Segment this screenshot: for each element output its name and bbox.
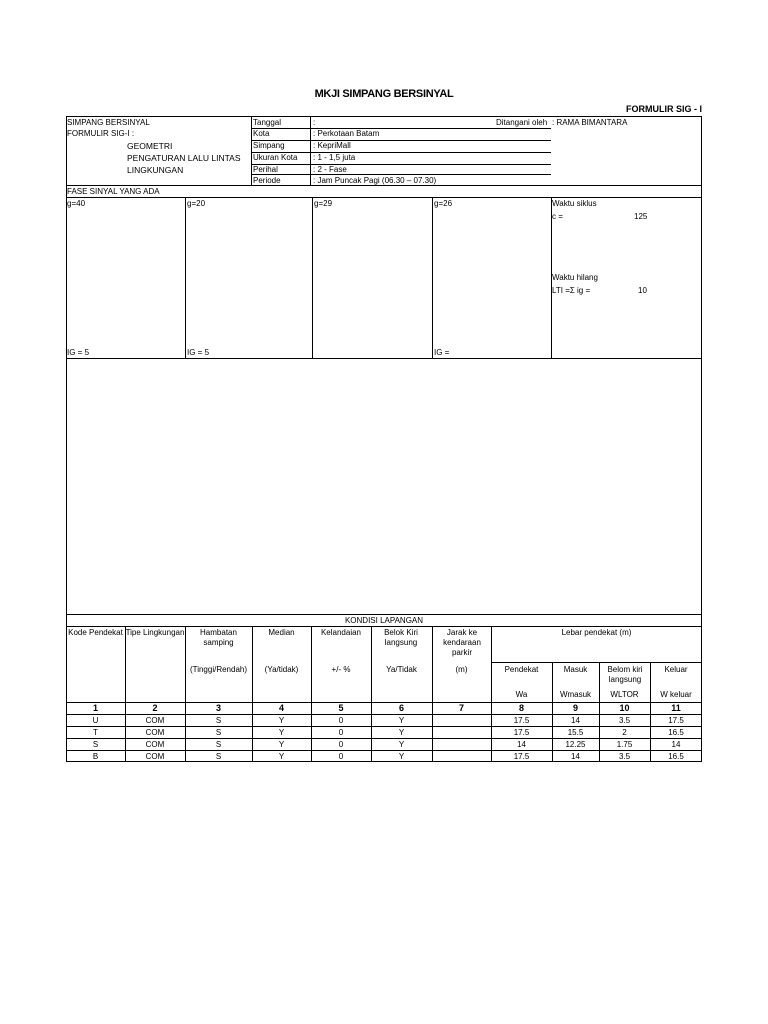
col-header-hambatan: Hambatan samping bbox=[200, 628, 237, 647]
col-header-masuk: Masuk bbox=[563, 665, 588, 674]
col-unit-kelandaian: +/- % bbox=[331, 665, 351, 674]
col-header-kelandaian: Kelandaian bbox=[320, 628, 362, 637]
table-cell: S bbox=[215, 752, 222, 761]
table-cell: 14 bbox=[671, 740, 681, 749]
field-label-kota: Kota bbox=[253, 129, 270, 138]
lost-time-label: Waktu hilang bbox=[552, 273, 598, 282]
col-number: 2 bbox=[152, 703, 158, 713]
field-label-tanggal: Tanggal bbox=[253, 118, 282, 127]
info-sub-lingkungan: LINGKUNGAN bbox=[127, 165, 184, 175]
field-label-ukuran: Ukuran Kota bbox=[253, 153, 298, 162]
col-number: 1 bbox=[92, 703, 98, 713]
table-cell: 16.5 bbox=[668, 728, 684, 737]
field-value-perihal: : 2 - Fase bbox=[313, 165, 347, 174]
table-cell: U bbox=[92, 716, 99, 725]
table-cell: 15.5 bbox=[567, 728, 584, 737]
col-header-tipe: Tipe Lingkungan bbox=[125, 628, 185, 637]
col-header-lebar: Lebar pendekat (m) bbox=[561, 628, 632, 637]
col-header-belok: Belok Kiri langsung bbox=[384, 628, 418, 647]
table-cell: COM bbox=[145, 740, 165, 749]
col-number: 7 bbox=[458, 703, 464, 713]
col-number: 6 bbox=[398, 703, 404, 713]
col-sym-belok-kiri: WLTOR bbox=[610, 690, 639, 699]
table-cell: 17.5 bbox=[513, 752, 530, 761]
col-unit-jarak: (m) bbox=[455, 665, 468, 674]
phase-3-green: g=29 bbox=[314, 199, 333, 208]
phase-1-intergreen: IG = 5 bbox=[67, 348, 90, 357]
page-title: MKJI SIMPANG BERSINYAL bbox=[314, 88, 454, 100]
phase-2-intergreen: IG = 5 bbox=[187, 348, 210, 357]
table-cell: 17.5 bbox=[513, 728, 530, 737]
col-unit-hambatan: (Tinggi/Rendah) bbox=[189, 665, 248, 674]
table-cell: 2 bbox=[622, 728, 627, 737]
conditions-heading: KONDISI LAPANGAN bbox=[344, 616, 424, 625]
table-cell: Y bbox=[398, 740, 405, 749]
handled-label: Ditangani oleh bbox=[496, 118, 548, 127]
info-sub-pengaturan: PENGATURAN LALU LINTAS bbox=[127, 153, 241, 163]
table-cell: 0 bbox=[338, 716, 344, 725]
field-value-periode: : Jam Puncak Pagi (06.30 – 07.30) bbox=[313, 176, 437, 185]
table-cell: 3.5 bbox=[618, 716, 631, 725]
info-sub-geometri: GEOMETRI bbox=[127, 141, 173, 151]
info-title: SIMPANG BERSINYAL bbox=[67, 118, 150, 127]
table-cell: Y bbox=[398, 728, 405, 737]
phase-4-green: g=26 bbox=[434, 199, 453, 208]
table-cell: 0 bbox=[338, 728, 344, 737]
col-number: 3 bbox=[215, 703, 221, 713]
field-label-periode: Periode bbox=[253, 176, 281, 185]
table-cell: Y bbox=[278, 728, 285, 737]
cycle-value: 125 bbox=[634, 212, 648, 221]
col-header-jarak: Jarak ke kendaraan parkir bbox=[443, 628, 481, 657]
col-header-median: Median bbox=[268, 628, 295, 637]
field-label-simpang: Simpang bbox=[253, 141, 285, 150]
col-unit-median: (Ya/tidak) bbox=[264, 665, 299, 674]
cycle-symbol: c = bbox=[552, 212, 563, 221]
col-number: 5 bbox=[338, 703, 344, 713]
table-cell: B bbox=[92, 752, 99, 761]
table-cell: S bbox=[215, 716, 222, 725]
table-cell: 1.75 bbox=[616, 740, 633, 749]
table-cell: T bbox=[93, 728, 98, 737]
table-cell: COM bbox=[145, 728, 165, 737]
table-cell: Y bbox=[398, 752, 405, 761]
info-form: FORMULIR SIG-I : bbox=[67, 129, 135, 138]
col-number: 11 bbox=[671, 703, 681, 713]
col-unit-belok: Ya/Tidak bbox=[386, 665, 417, 674]
field-label-perihal: Perihal bbox=[253, 165, 278, 174]
field-value-tanggal: : bbox=[313, 118, 316, 127]
field-value-ukuran: : 1 - 1,5 juta bbox=[313, 153, 356, 162]
table-cell: 14 bbox=[571, 716, 580, 725]
table-cell: 3.5 bbox=[618, 752, 631, 761]
field-value-kota: : Perkotaan Batam bbox=[313, 129, 380, 138]
table-cell: 14 bbox=[517, 740, 526, 749]
phases-heading: FASE SINYAL YANG ADA bbox=[67, 187, 160, 196]
lost-time-symbol: LTI =Σ ig = bbox=[552, 286, 591, 295]
table-cell: S bbox=[215, 740, 222, 749]
col-number: 10 bbox=[619, 703, 630, 713]
table-cell: 0 bbox=[338, 740, 344, 749]
col-sym-keluar: W keluar bbox=[660, 690, 692, 699]
col-number: 4 bbox=[278, 703, 284, 713]
form-code: FORMULIR SIG - I bbox=[626, 104, 702, 114]
field-value-simpang: : KepriMall bbox=[313, 141, 351, 150]
table-cell: COM bbox=[145, 716, 165, 725]
table-cell: 0 bbox=[338, 752, 344, 761]
table-cell: S bbox=[215, 728, 222, 737]
col-number: 8 bbox=[518, 703, 524, 713]
table-cell: COM bbox=[145, 752, 165, 761]
col-sym-masuk: Wmasuk bbox=[559, 690, 592, 699]
table-cell: 14 bbox=[571, 752, 580, 761]
handled-value: : RAMA BIMANTARA bbox=[552, 118, 628, 127]
table-cell: Y bbox=[278, 752, 285, 761]
table-cell: 12.25 bbox=[565, 740, 586, 749]
col-header-keluar: Keluar bbox=[664, 665, 688, 674]
table-cell: Y bbox=[278, 740, 285, 749]
col-header-pendekat: Pendekat bbox=[504, 665, 539, 674]
col-header-kode: Kode Pendekat bbox=[68, 628, 123, 637]
table-cell: Y bbox=[278, 716, 285, 725]
phase-2-green: g=20 bbox=[187, 199, 206, 208]
col-sym-pendekat: Wa bbox=[515, 690, 528, 699]
phase-1-green: g=40 bbox=[67, 199, 86, 208]
table-cell: 16.5 bbox=[668, 752, 684, 761]
col-number: 9 bbox=[572, 703, 578, 713]
table-cell: S bbox=[92, 740, 99, 749]
table-cell: 17.5 bbox=[668, 716, 684, 725]
table-cell: Y bbox=[398, 716, 405, 725]
lost-time-value: 10 bbox=[638, 286, 647, 295]
table-cell: 17.5 bbox=[513, 716, 530, 725]
cycle-label: Waktu siklus bbox=[552, 199, 597, 208]
phase-4-intergreen: IG = bbox=[434, 348, 450, 357]
col-header-belok-kiri: Belom kiri langsung bbox=[607, 665, 643, 684]
